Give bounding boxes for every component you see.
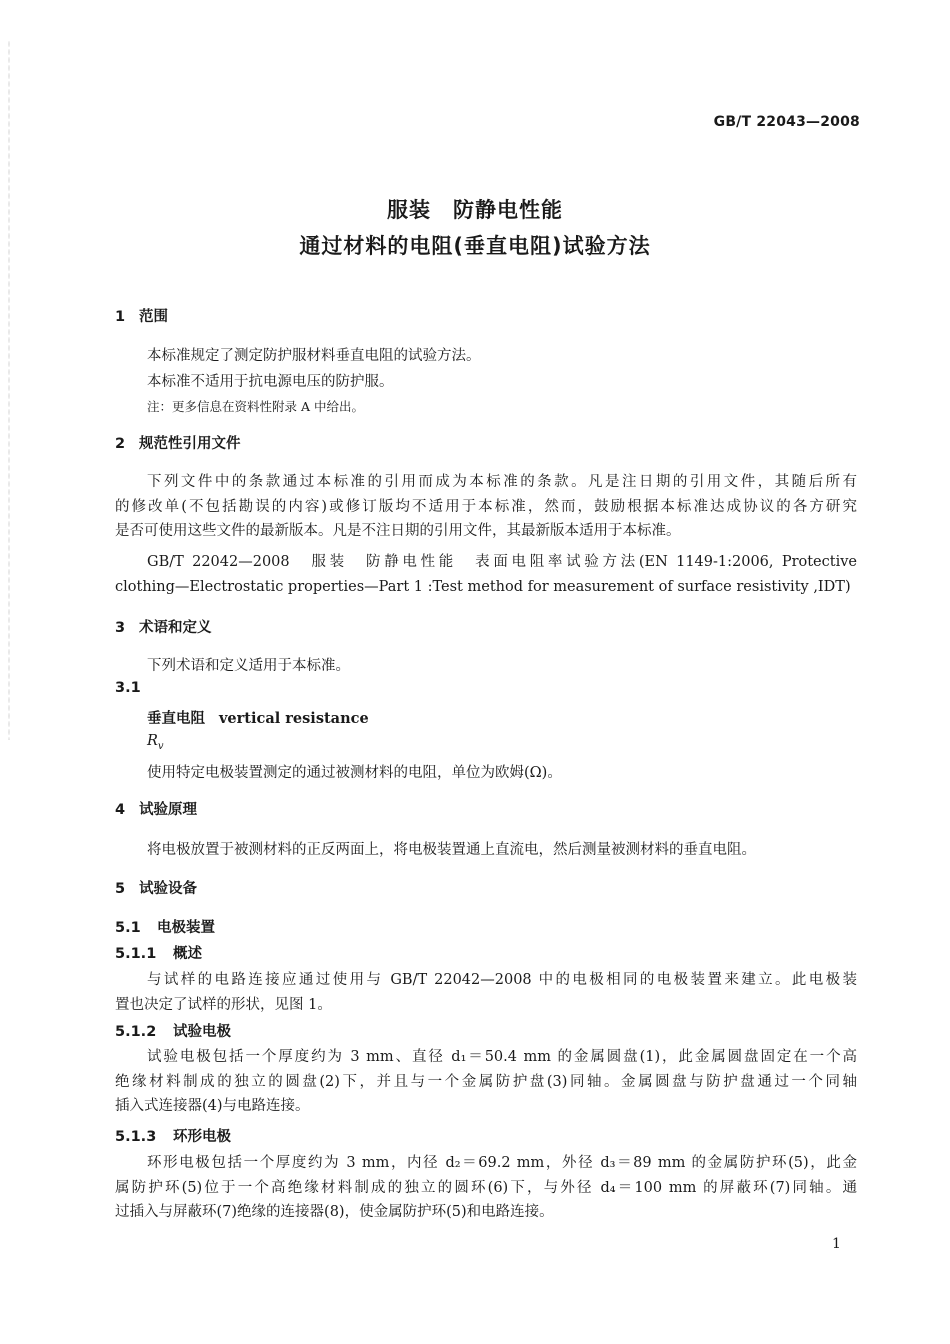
- s5-1-3-paragraph: 环形电极包括一个厚度约为 3 mm，内径 d₂＝69.2 mm，外径 d₃＝89 mm 的金属防护环(5)，此金 属防护环(5)位于一个高绝缘材料制成的独立的圆环(6)下，与外径 d₄＝100 mm 的屏蔽环(7)同轴。通 过插入与屏蔽环(7)绝缘的连接器(8)，使金属防护环(5)和电路连接。: [115, 1155, 857, 1220]
- s1-para-1: 本标准规定了测定防护服材料垂直电阻的试验方法。: [147, 348, 481, 364]
- s2-paragraph-1: 下列文件中的条款通过本标准的引用而成为本标准的条款。凡是注日期的引用文件，其随后所有 的修改单(不包括勘误的内容)或修订版均不适用于本标准，然而，鼓励根据本标准达成协议的各方研究 是否可使用这些文件的最新版本。凡是不注日期的引用文件，其最新版本适用于本标准。: [115, 474, 857, 539]
- section-5-heading: 5 试验设备: [115, 881, 197, 897]
- title-line-2: 通过材料的电阻(垂直电阻)试验方法: [299, 234, 651, 258]
- standard-code: GB/T 22043—2008: [713, 114, 860, 130]
- term-3-1-name: 垂直电阻 vertical resistance: [147, 710, 369, 727]
- s3-para-1: 下列术语和定义适用于本标准。: [147, 658, 350, 674]
- section-5-1-1-heading: 5.1.1 概述: [115, 946, 202, 962]
- term-3-1-number: 3.1: [115, 680, 141, 696]
- section-5-1-heading: 5.1 电极装置: [115, 920, 215, 936]
- s4-para-1: 将电极放置于被测材料的正反两面上，将电极装置通上直流电，然后测量被测材料的垂直电阻。: [147, 842, 756, 858]
- page-number: 1: [832, 1236, 841, 1252]
- s5-1-1-paragraph: 与试样的电路连接应通过使用与 GB/T 22042—2008 中的电极相同的电极装置来建立。此电极装 置也决定了试样的形状，见图 1。: [115, 972, 857, 1013]
- term-3-1-definition: 使用特定电极装置测定的通过被测材料的电阻，单位为欧姆(Ω)。: [147, 765, 562, 781]
- section-3-heading: 3 术语和定义: [115, 620, 212, 636]
- section-4-heading: 4 试验原理: [115, 802, 197, 818]
- title-line-1: 服装 防静电性能: [387, 198, 563, 222]
- s5-1-2-paragraph: 试验电极包括一个厚度约为 3 mm、直径 d₁＝50.4 mm 的金属圆盘(1)，此金属圆盘固定在一个高 绝缘材料制成的独立的圆盘(2)下，并且与一个金属防护盘(3)同轴。金属圆盘与防护盘通过一个同轴 插入式连接器(4)与电路连接。: [115, 1049, 857, 1114]
- section-1-heading: 1 范围: [115, 309, 168, 325]
- s1-note: 注：更多信息在资料性附录 A 中给出。: [147, 399, 364, 414]
- section-5-1-2-heading: 5.1.2 试验电极: [115, 1024, 231, 1040]
- scan-margin-dots: [8, 40, 10, 740]
- section-2-heading: 2 规范性引用文件: [115, 436, 241, 452]
- section-5-1-3-heading: 5.1.3 环形电极: [115, 1129, 231, 1145]
- s2-reference: GB/T 22042—2008 服装 防静电性能 表面电阻率试验方法(EN 1149-1:2006, Protective clothing—Electrostatic properties—Part 1 :Test method for measurement of surface resistivity ,IDT): [115, 554, 857, 595]
- s1-para-2: 本标准不适用于抗电源电压的防护服。: [147, 374, 394, 390]
- term-3-1-symbol: $R_v$: [147, 733, 164, 752]
